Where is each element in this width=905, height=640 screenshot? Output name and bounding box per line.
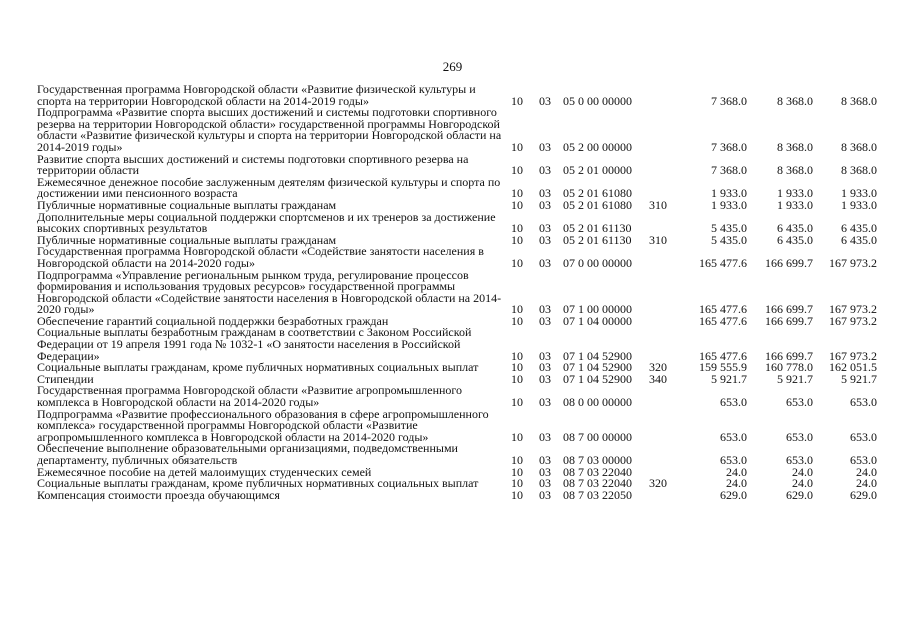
- row-expense-type-code: [649, 246, 679, 269]
- page-number: 269: [442, 59, 463, 74]
- table-row: [37, 246, 877, 269]
- row-subsection-code: 03: [539, 163, 551, 178]
- row-amount-year-1: 653.0: [720, 429, 747, 444]
- row-section-code: 10: [511, 429, 523, 444]
- row-amount-year-2: 24.0: [792, 476, 813, 491]
- row-amount-year-2: 653.0: [786, 429, 813, 444]
- row-expense-type-code: [649, 409, 679, 444]
- row-amount-year-3: 167 973.2: [829, 348, 877, 363]
- row-amount-year-2: 1 933.0: [777, 186, 813, 201]
- row-amount-year-3: 6 435.0: [841, 221, 877, 236]
- table-row: [37, 107, 877, 153]
- row-amount-year-1: 5 435.0: [711, 221, 747, 236]
- row-section-code: 10: [511, 302, 523, 317]
- row-amount-year-1: 629.0: [720, 487, 747, 502]
- row-section-code: 10: [511, 360, 523, 375]
- row-name: Подпрограмма «Развитие профессионального образования в сфере агропромышленного комплекса» государственной программы Новгородской области «Развитие агропромышленного комплекса в Новгородской области на 2014-2020 годы»: [37, 406, 489, 444]
- row-target-article-code: 05 0 00 00000: [563, 93, 632, 108]
- row-subsection-code: 03: [539, 255, 551, 270]
- row-amount-year-1: 7 368.0: [711, 93, 747, 108]
- row-target-article-code: 05 2 01 61130: [563, 221, 632, 236]
- row-subsection-code: 03: [539, 302, 551, 317]
- row-section-code: 10: [511, 487, 523, 502]
- row-amount-year-2: 1 933.0: [777, 197, 813, 212]
- row-expense-type-code: 320: [649, 360, 667, 375]
- row-target-article-code: 08 7 03 22040: [563, 476, 632, 491]
- row-amount-year-1: 24.0: [726, 476, 747, 491]
- row-subsection-code: 03: [539, 464, 551, 479]
- row-target-article-code: 07 1 04 52900: [563, 348, 632, 363]
- row-section-code: 10: [511, 464, 523, 479]
- row-target-article-code: 05 2 01 00000: [563, 163, 632, 178]
- row-subsection-code: 03: [539, 186, 551, 201]
- row-amount-year-1: 653.0: [720, 395, 747, 410]
- row-subsection-code: 03: [539, 371, 551, 386]
- row-name: Публичные нормативные социальные выплаты гражданам: [37, 197, 337, 212]
- row-expense-type-code: [649, 270, 679, 316]
- row-amount-year-1: 5 435.0: [711, 232, 747, 247]
- row-expense-type-code: [649, 443, 679, 466]
- row-amount-year-2: 166 699.7: [765, 313, 813, 328]
- row-name: Подпрограмма «Развитие спорта высших достижений и системы подготовки спортивного резерва на территории Новгородской области» государственной программы Новгородской области «Развитие физической культуры и спорта на территории Новгородской области на 2014-2019 годы»: [37, 105, 502, 154]
- row-amount-year-1: 165 477.6: [699, 255, 747, 270]
- row-amount-year-3: 653.0: [850, 453, 877, 467]
- row-section-code: 10: [511, 221, 523, 236]
- row-target-article-code: 07 1 04 52900: [563, 360, 632, 375]
- row-name: Обеспечение выполнение образовательными организациями, подведомственными департаменту, публичных обязательств: [37, 441, 458, 467]
- row-amount-year-2: 166 699.7: [765, 348, 813, 363]
- row-amount-year-2: 8 368.0: [777, 163, 813, 178]
- row-subsection-code: 03: [539, 197, 551, 212]
- row-section-code: 10: [511, 255, 523, 270]
- row-name: Обеспечение гарантий социальной поддержки безработных граждан: [37, 313, 389, 328]
- row-name: Государственная программа Новгородской области «Развитие агропромышленного комплекса в Новгородской области на 2014-2020 годы»: [37, 383, 463, 410]
- row-section-code: 10: [511, 453, 523, 467]
- row-amount-year-2: 24.0: [792, 464, 813, 479]
- row-amount-year-3: 24.0: [856, 476, 877, 491]
- row-amount-year-1: 5 921.7: [711, 371, 747, 386]
- row-target-article-code: 05 2 00 00000: [563, 139, 632, 154]
- row-name: Дополнительные меры социальной поддержки спортсменов и их тренеров за достижение высоких спортивных результатов: [37, 209, 496, 236]
- row-amount-year-2: 6 435.0: [777, 221, 813, 236]
- row-expense-type-code: 310: [649, 232, 667, 247]
- row-subsection-code: 03: [539, 395, 551, 410]
- table-row: [37, 490, 877, 502]
- table-row: [37, 385, 877, 408]
- row-expense-type-code: [649, 177, 679, 200]
- row-target-article-code: 07 1 00 00000: [563, 302, 632, 317]
- row-amount-year-1: 653.0: [720, 453, 747, 467]
- row-amount-year-2: 8 368.0: [777, 139, 813, 154]
- row-name: Ежемесячное пособие на детей малоимущих студенческих семей: [37, 464, 372, 479]
- row-amount-year-3: 653.0: [850, 395, 877, 410]
- row-section-code: 10: [511, 186, 523, 201]
- row-target-article-code: 08 7 00 00000: [563, 429, 632, 444]
- row-amount-year-3: 167 973.2: [829, 313, 877, 328]
- row-amount-year-1: 165 477.6: [699, 313, 747, 328]
- row-name: Публичные нормативные социальные выплаты гражданам: [37, 232, 337, 247]
- row-amount-year-2: 6 435.0: [777, 232, 813, 247]
- row-amount-year-3: 629.0: [850, 487, 877, 502]
- row-expense-type-code: [649, 84, 679, 107]
- row-section-code: 10: [511, 395, 523, 410]
- row-amount-year-3: 162 051.5: [829, 360, 877, 375]
- row-amount-year-1: 24.0: [726, 464, 747, 479]
- row-subsection-code: 03: [539, 221, 551, 236]
- row-expense-type-code: [649, 154, 679, 177]
- row-amount-year-2: 166 699.7: [765, 302, 813, 317]
- row-expense-type-code: [649, 327, 679, 362]
- row-amount-year-1: 7 368.0: [711, 163, 747, 178]
- row-amount-year-1: 7 368.0: [711, 139, 747, 154]
- row-expense-type-code: 340: [649, 371, 667, 386]
- row-target-article-code: 05 2 01 61080: [563, 186, 632, 201]
- row-section-code: 10: [511, 93, 523, 108]
- row-expense-type-code: [649, 490, 679, 502]
- row-amount-year-3: 1 933.0: [841, 197, 877, 212]
- table-row: [37, 270, 877, 316]
- row-amount-year-2: 629.0: [786, 487, 813, 502]
- row-amount-year-2: 166 699.7: [765, 255, 813, 270]
- row-section-code: 10: [511, 163, 523, 178]
- row-target-article-code: 08 7 03 22050: [563, 487, 632, 502]
- row-name: Стипендии: [37, 371, 94, 386]
- row-amount-year-3: 8 368.0: [841, 163, 877, 178]
- row-amount-year-2: 8 368.0: [777, 93, 813, 108]
- row-target-article-code: 07 0 00 00000: [563, 255, 632, 270]
- table-row: [37, 409, 877, 444]
- row-expense-type-code: 320: [649, 476, 667, 491]
- row-subsection-code: 03: [539, 232, 551, 247]
- row-target-article-code: 07 1 04 52900: [563, 371, 632, 386]
- budget-table: [37, 84, 877, 501]
- row-section-code: 10: [511, 232, 523, 247]
- row-name: Государственная программа Новгородской области «Развитие физической культуры и спорта на территории Новгородской области на 2014-2019 годы»: [37, 82, 476, 108]
- row-target-article-code: 05 2 01 61080: [563, 197, 632, 212]
- row-subsection-code: 03: [539, 487, 551, 502]
- row-amount-year-1: 1 933.0: [711, 197, 747, 212]
- row-section-code: 10: [511, 371, 523, 386]
- table-row: [37, 443, 877, 466]
- row-expense-type-code: 310: [649, 197, 667, 212]
- row-amount-year-3: 653.0: [850, 429, 877, 444]
- row-section-code: 10: [511, 139, 523, 154]
- row-subsection-code: 03: [539, 453, 551, 467]
- table-row: [37, 177, 877, 200]
- row-amount-year-3: 8 368.0: [841, 139, 877, 154]
- table-row: [37, 154, 877, 177]
- row-name: Социальные выплаты гражданам, кроме публичных нормативных социальных выплат: [37, 360, 479, 375]
- row-amount-year-1: 159 555.9: [699, 360, 747, 375]
- budget-table-body: [37, 84, 877, 501]
- row-amount-year-2: 653.0: [786, 453, 813, 467]
- row-amount-year-2: 653.0: [786, 395, 813, 410]
- row-amount-year-3: 24.0: [856, 464, 877, 479]
- row-subsection-code: 03: [539, 476, 551, 491]
- row-name: Социальные выплаты гражданам, кроме публичных нормативных социальных выплат: [37, 476, 479, 491]
- row-section-code: 10: [511, 313, 523, 328]
- row-amount-year-3: 8 368.0: [841, 93, 877, 108]
- row-section-code: 10: [511, 476, 523, 491]
- row-target-article-code: 08 7 03 22040: [563, 464, 632, 479]
- row-amount-year-1: 165 477.6: [699, 302, 747, 317]
- row-name: Социальные выплаты безработным гражданам в соответствии с Законом Российской Федерации от 19 апреля 1991 года № 1032-1 «О занятости населения в Российской Федерации»: [37, 325, 472, 363]
- row-amount-year-1: 1 933.0: [711, 186, 747, 201]
- row-subsection-code: 03: [539, 313, 551, 328]
- row-expense-type-code: [649, 212, 679, 235]
- row-subsection-code: 03: [539, 429, 551, 444]
- table-row: [37, 327, 877, 362]
- row-amount-year-1: 165 477.6: [699, 348, 747, 363]
- row-expense-type-code: [649, 385, 679, 408]
- row-amount-year-3: 6 435.0: [841, 232, 877, 247]
- table-row: [37, 212, 877, 235]
- table-row: [37, 84, 877, 107]
- row-target-article-code: 05 2 01 61130: [563, 232, 632, 247]
- row-expense-type-code: [649, 316, 679, 328]
- row-amount-year-3: 167 973.2: [829, 255, 877, 270]
- row-name: Компенсация стоимости проезда обучающимся: [37, 487, 280, 502]
- row-subsection-code: 03: [539, 360, 551, 375]
- row-section-code: 10: [511, 197, 523, 212]
- row-target-article-code: 08 7 03 00000: [563, 453, 632, 467]
- table-row: [37, 362, 877, 374]
- row-target-article-code: 08 0 00 00000: [563, 395, 632, 410]
- row-subsection-code: 03: [539, 139, 551, 154]
- row-name: Ежемесячное денежное пособие заслуженным деятелям физической культуры и спорта по достижении ими пенсионного возраста: [37, 174, 501, 201]
- row-amount-year-3: 1 933.0: [841, 186, 877, 201]
- row-name: Развитие спорта высших достижений и системы подготовки спортивного резерва на территории области: [37, 151, 469, 178]
- row-name: Государственная программа Новгородской области «Содействие занятости населения в Новгородской области на 2014-2020 годы»: [37, 244, 484, 270]
- row-section-code: 10: [511, 348, 523, 363]
- row-amount-year-3: 167 973.2: [829, 302, 877, 317]
- row-amount-year-3: 5 921.7: [841, 371, 877, 386]
- row-subsection-code: 03: [539, 348, 551, 363]
- row-target-article-code: 07 1 04 00000: [563, 313, 632, 328]
- row-name: Подпрограмма «Управление региональным рынком труда, регулирование процессов формирования и использования трудовых ресурсов» государственной программы Новгородской области «Содействие занятости населения в Новгородской области на 2014-2020 годы»: [37, 267, 502, 317]
- row-amount-year-2: 5 921.7: [777, 371, 813, 386]
- row-amount-year-2: 160 778.0: [765, 360, 813, 375]
- row-expense-type-code: [649, 107, 679, 153]
- row-subsection-code: 03: [539, 93, 551, 108]
